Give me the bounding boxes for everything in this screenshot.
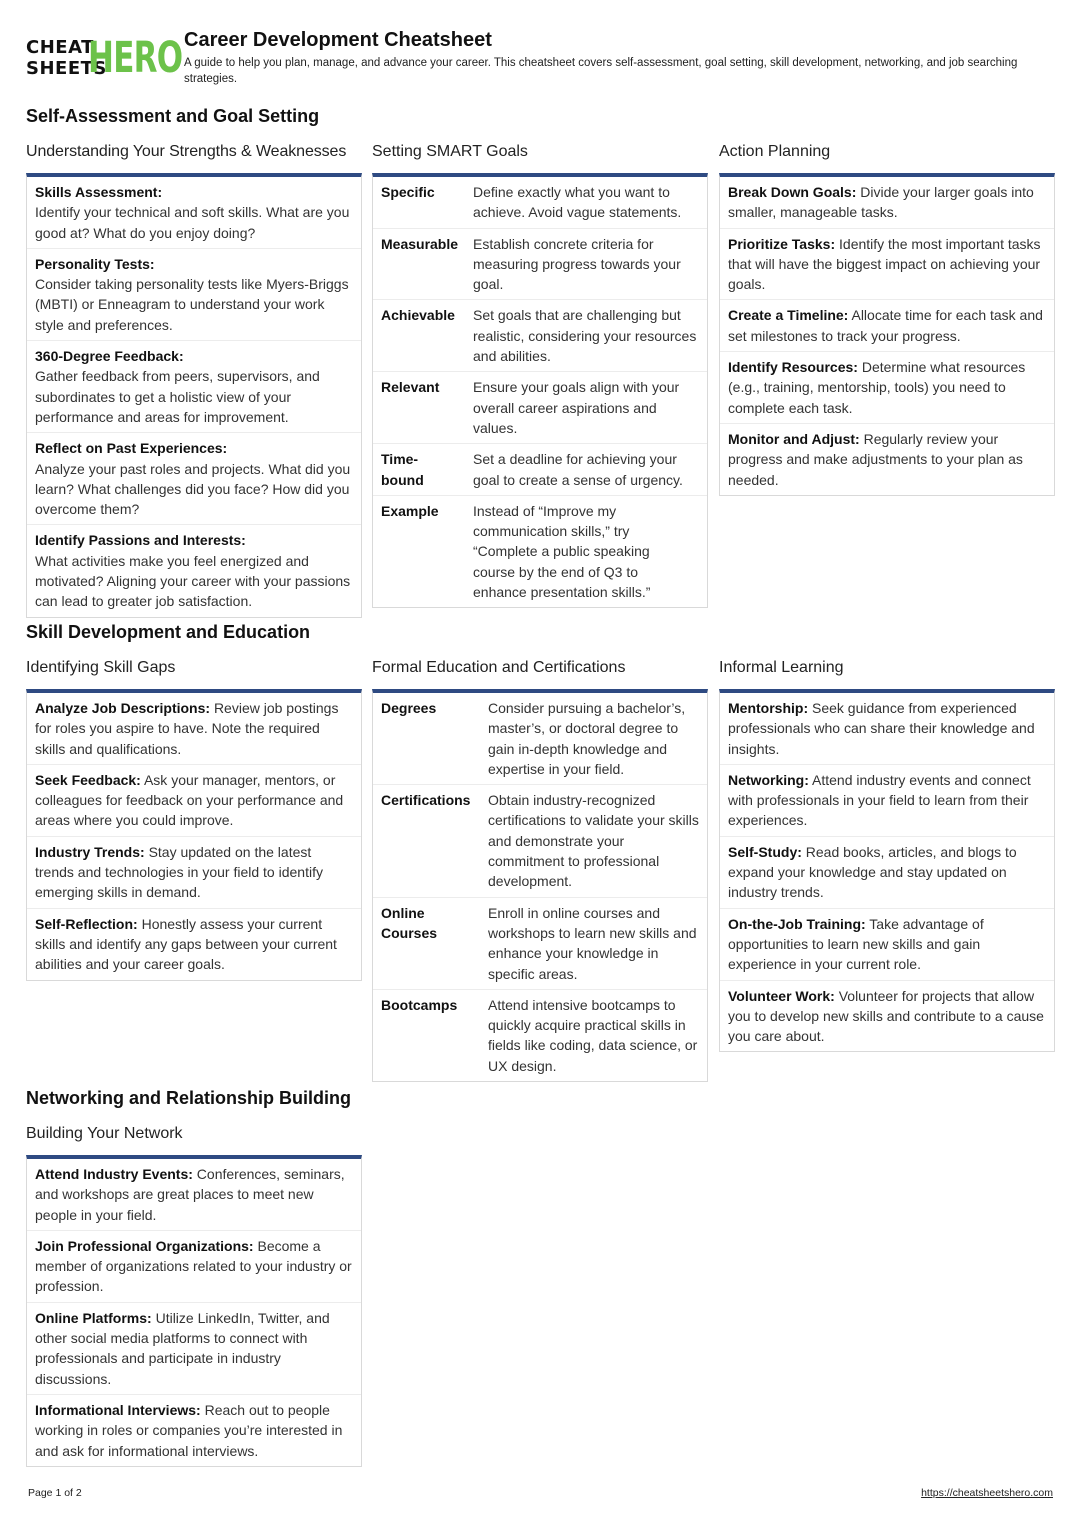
column-smart-goals <box>372 142 708 608</box>
table-row <box>373 372 707 444</box>
item-text: Identify your technical and soft skills. What are you good at? What do you enjoy doing? <box>35 204 350 241</box>
item-label: Break Down Goals: <box>728 184 857 200</box>
table-row <box>373 898 707 990</box>
row-value: Enroll in online courses and workshops to learn new skills and enhance your knowledge in specific areas. <box>488 904 697 982</box>
item-label: On-the-Job Training: <box>728 915 866 932</box>
logo-line-sheets: SHEETS <box>26 58 107 79</box>
cheatsheetshero-logo[interactable] <box>26 33 183 83</box>
table-row <box>373 300 707 372</box>
item-text: Divide your larger goals into smaller, manageable tasks. <box>728 184 1034 221</box>
item-text: Take advantage of opportunities to learn new skills and gain experience in your current role. <box>728 915 984 973</box>
item-text: Analyze your past roles and projects. What did you learn? What challenges did you face? How did you overcome them? <box>35 460 351 518</box>
table-formal-education <box>372 689 708 1082</box>
item-text: Utilize LinkedIn, Twitter, and other social media platforms to connect with professionals and participate in industry discussions. <box>35 1309 330 1387</box>
card-informal-learning <box>719 689 1055 1052</box>
row-key: Relevant <box>381 379 440 396</box>
section-title-self-assessment: Self-Assessment and Goal Setting <box>26 106 320 126</box>
item-label: Self-Reflection: <box>35 915 138 932</box>
card-action-planning <box>719 173 1055 496</box>
row-value: Set a deadline for achieving your goal to create a sense of urgency. <box>473 451 683 488</box>
row-key: Specific <box>381 184 435 200</box>
item-text: Become a member of organizations related to your industry or profession. <box>35 1237 352 1295</box>
table-row <box>373 496 707 607</box>
item-label: Skills Assessment: <box>35 184 163 200</box>
item-text: Read books, articles, and blogs to expand your knowledge and stay updated on industry trends. <box>728 843 1017 901</box>
table-smart-goals <box>372 173 708 608</box>
row-key: Measurable <box>381 235 459 252</box>
item-label: Analyze Job Descriptions: <box>35 700 211 716</box>
item-text: Review job postings for roles you aspire to have. Note the required skills and qualifications. <box>35 700 339 757</box>
row-value: Consider pursuing a bachelor’s, master’s, or doctoral degree to gain in-depth knowledge and expertise in your field. <box>488 700 686 777</box>
item-text: Consider taking personality tests like Myers-Briggs (MBTI) or Enneagram to understand your work style and preferences. <box>35 276 349 333</box>
item-text: Gather feedback from peers, supervisors, and subordinates to get a holistic view of your performance and areas for improvement. <box>35 368 320 425</box>
item-label: Identify Resources: <box>728 359 858 376</box>
row-value: Instead of “Improve my communication skills,” try “Complete a public speaking course by the end of Q3 to enhance presentation skills.” <box>473 502 651 601</box>
column-title: Action Planning <box>719 143 831 160</box>
table-row <box>373 693 707 785</box>
list-item <box>720 177 1054 229</box>
item-text: Regularly review your progress and make adjustments to your plan as needed. <box>728 430 1023 488</box>
item-text: Volunteer for projects that allow you to develop new skills and contribute to a cause you care about. <box>728 987 1044 1045</box>
table-row <box>373 229 707 301</box>
list-item <box>27 837 361 909</box>
item-label: Personality Tests: <box>35 255 155 272</box>
item-text: Ask your manager, mentors, or colleagues for feedback on your performance and areas where you could improve. <box>35 771 344 829</box>
list-item <box>27 1303 361 1395</box>
table-row <box>373 785 707 897</box>
list-item <box>720 300 1054 352</box>
page-header <box>26 28 1056 92</box>
item-label: Online Platforms: <box>35 1309 152 1326</box>
list-item <box>27 1395 361 1466</box>
section-title-skill-development: Skill Development and Education <box>26 622 311 642</box>
list-item <box>720 981 1054 1052</box>
list-item <box>27 765 361 837</box>
item-text: Conferences, seminars, and workshops are great places to meet new people in your field. <box>35 1166 345 1223</box>
item-text: Honestly assess your current skills and identify any gaps between your current abilities and your career goals. <box>35 915 337 973</box>
row-value: Ensure your goals align with your overall career aspirations and values. <box>473 379 680 436</box>
item-text: Determine what resources (e.g., training, mentorship, tools) you need to complete each task. <box>728 359 1026 416</box>
card-building-network <box>26 1155 362 1467</box>
logo-hero: HERO <box>88 33 183 83</box>
row-key: Time-bound <box>381 451 424 488</box>
list-item <box>720 352 1054 424</box>
item-label: Attend Industry Events: <box>35 1166 193 1182</box>
item-text: Seek guidance from experienced professionals who can share their knowledge and insights. <box>728 700 1035 757</box>
row-key: Degrees <box>381 700 437 716</box>
item-label: Volunteer Work: <box>728 987 835 1004</box>
card-strengths-weaknesses <box>26 173 362 618</box>
row-key: Example <box>381 502 439 519</box>
list-item <box>720 909 1054 981</box>
table-row <box>373 177 707 229</box>
row-value: Establish concrete criteria for measuring progress towards your goal. <box>473 235 681 293</box>
card-skill-gaps <box>26 689 362 981</box>
table-row <box>373 990 707 1081</box>
column-informal-learning <box>719 658 1055 1052</box>
column-action-planning <box>719 142 1055 496</box>
site-link[interactable]: https://cheatsheetshero.com <box>921 1487 1053 1499</box>
row-key: Online Courses <box>381 904 438 941</box>
item-label: Industry Trends: <box>35 843 145 860</box>
item-label: Prioritize Tasks: <box>728 235 836 252</box>
row-value: Define exactly what you want to achieve. Avoid vague statements. <box>473 184 682 221</box>
column-title: Informal Learning <box>719 659 844 676</box>
item-label: Self-Study: <box>728 843 802 860</box>
list-item <box>27 909 361 980</box>
column-title: Formal Education and Certifications <box>372 659 626 676</box>
row-value: Attend intensive bootcamps to quickly acquire practical skills in fields like coding, data science, or UX design. <box>488 996 698 1074</box>
item-text: Identify the most important tasks that will have the biggest impact on achieving your goals. <box>728 235 1041 293</box>
item-text: Reach out to people working in roles or companies you’re interested in and ask for informational interviews. <box>35 1401 343 1459</box>
list-item <box>27 249 361 341</box>
item-label: Seek Feedback: <box>35 771 141 788</box>
column-title: Building Your Network <box>26 1125 183 1142</box>
list-item <box>720 765 1054 837</box>
item-label: Join Professional Organizations: <box>35 1237 254 1254</box>
page-subtitle: A guide to help you plan, manage, and advance your career. This cheatsheet covers self-assessment, goal setting, skill development, networking, and job searching strategies. <box>184 57 1018 85</box>
page-number: Page 1 of 2 <box>28 1487 82 1499</box>
list-item <box>27 341 361 433</box>
list-item <box>27 433 361 525</box>
item-label: Mentorship: <box>728 700 809 716</box>
list-item <box>720 837 1054 909</box>
row-value: Set goals that are challenging but realistic, considering your resources and abilities. <box>473 307 697 365</box>
item-label: Reflect on Past Experiences: <box>35 440 228 457</box>
item-label: Create a Timeline: <box>728 307 849 324</box>
logo-line-cheat: CHEAT <box>26 37 94 58</box>
column-title: Setting SMART Goals <box>372 143 528 160</box>
list-item <box>27 693 361 765</box>
column-formal-education <box>372 658 708 1082</box>
column-title: Identifying Skill Gaps <box>26 659 176 676</box>
item-label: Identify Passions and Interests: <box>35 532 246 549</box>
list-item <box>27 1159 361 1231</box>
list-item <box>720 424 1054 495</box>
item-text: Stay updated on the latest trends and technologies in your field to identify emerging skills in demand. <box>35 843 323 901</box>
item-text: What activities make you feel energized and motivated? Aligning your career with your passions can lead to greater job satisfaction. <box>35 552 351 610</box>
row-value: Obtain industry-recognized certifications to validate your skills and demonstrate your commitment to professional development. <box>488 792 699 890</box>
item-label: Monitor and Adjust: <box>728 430 860 447</box>
column-skill-gaps <box>26 658 362 981</box>
list-item <box>27 525 361 616</box>
column-building-network <box>26 1124 362 1467</box>
row-key: Certifications <box>381 792 471 809</box>
column-strengths-weaknesses <box>26 142 362 618</box>
list-item <box>720 229 1054 301</box>
item-label: Informational Interviews: <box>35 1401 201 1418</box>
item-text: Attend industry events and connect with professionals in your field to learn from their experiences. <box>728 771 1031 829</box>
item-label: 360-Degree Feedback: <box>35 348 184 365</box>
row-key: Bootcamps <box>381 996 458 1013</box>
page-title: Career Development Cheatsheet <box>184 29 492 51</box>
item-label: Networking: <box>728 771 809 788</box>
item-text: Allocate time for each task and set milestones to track your progress. <box>728 307 1043 344</box>
list-item <box>27 1231 361 1303</box>
row-key: Achievable <box>381 307 455 324</box>
column-title: Understanding Your Strengths & Weaknesses <box>26 143 347 160</box>
section-title-networking: Networking and Relationship Building <box>26 1088 352 1108</box>
list-item <box>27 177 361 249</box>
table-row <box>373 444 707 496</box>
list-item <box>720 693 1054 765</box>
